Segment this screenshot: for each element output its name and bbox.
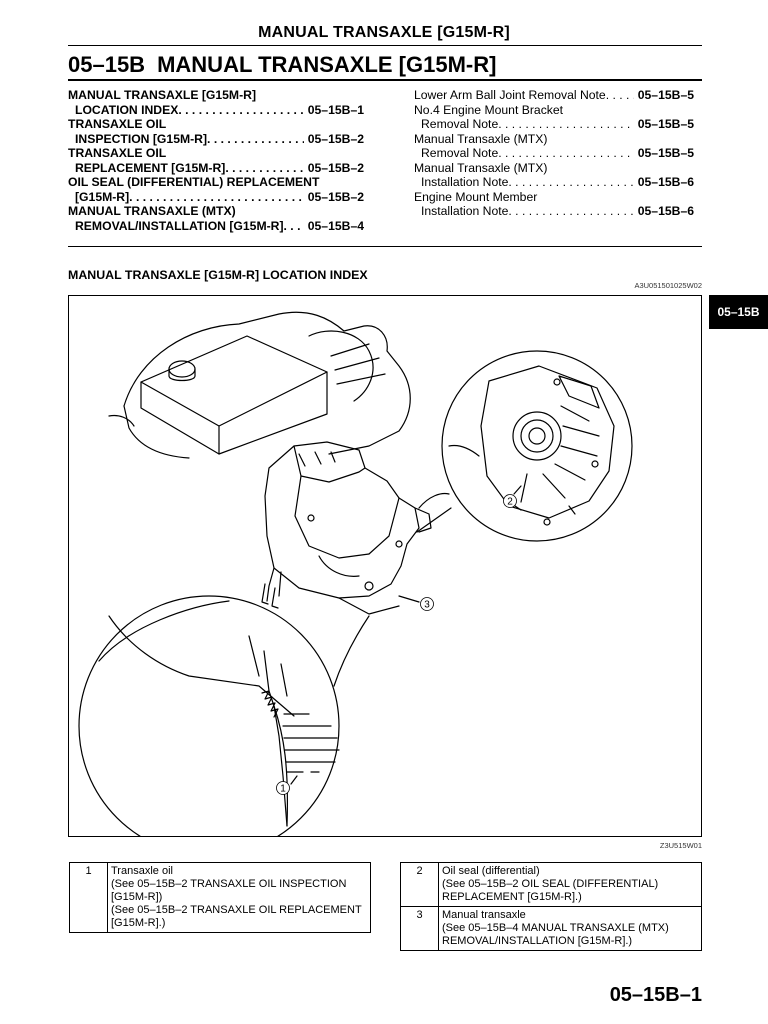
toc-entry[interactable]: TRANSAXLE OIL (68, 146, 167, 160)
callout-2-label: 2 (507, 496, 513, 508)
toc-entry[interactable]: Removal Note . . . 05–15B–5 (414, 146, 694, 161)
toc-left (68, 88, 364, 233)
toc-entry[interactable]: Removal Note . . . 05–15B–5 (414, 117, 694, 132)
toc-entry[interactable]: Installation Note . . . 05–15B–6 (414, 204, 694, 219)
legend-description: Transaxle oil (See 05–15B–2 TRANSAXLE OIL INSPECTION [G15M-R]) (See 05–15B–2 TRANSAXLE OIL REPLACEMENT [G15M-R].) (108, 863, 371, 933)
toc-entry[interactable]: REMOVAL/INSTALLATION [G15M-R] . . . 05–15B–4 (68, 219, 364, 234)
callout-1-label: 1 (280, 783, 286, 795)
section-number: 05–15B (68, 52, 146, 77)
legend-table-right (400, 862, 702, 951)
toc-entry[interactable]: MANUAL TRANSAXLE [G15M-R] (68, 88, 257, 102)
toc-entry[interactable]: INSPECTION [G15M-R] . . . 05–15B–2 (68, 132, 364, 147)
section-side-tab[interactable]: 05–15B (709, 295, 768, 329)
running-header: MANUAL TRANSAXLE [G15M-R] (258, 24, 510, 41)
legend-description: Oil seal (differential) (See 05–15B–2 OIL SEAL (DIFFERENTIAL) REPLACEMENT [G15M-R].) (439, 863, 702, 907)
header-rule (68, 45, 702, 46)
section-title (68, 52, 496, 78)
toc-entry[interactable]: MANUAL TRANSAXLE (MTX) (68, 204, 236, 218)
callout-3-label: 3 (424, 599, 430, 611)
table-row (70, 863, 371, 933)
legend-description: Manual transaxle (See 05–15B–4 MANUAL TRANSAXLE (MTX) REMOVAL/INSTALLATION [G15M-R].) (439, 907, 702, 951)
figure-code-top: A3U051501025W02 (634, 281, 702, 290)
toc-entry[interactable]: [G15M-R] . . . 05–15B–2 (68, 190, 364, 205)
toc-rule (68, 246, 702, 247)
toc-entry[interactable]: LOCATION INDEX . . . 05–15B–1 (68, 103, 364, 118)
section-title-text: MANUAL TRANSAXLE [G15M-R] (157, 52, 497, 77)
location-index-heading: MANUAL TRANSAXLE [G15M-R] LOCATION INDEX (68, 268, 368, 282)
toc-entry[interactable]: Manual Transaxle (MTX) (414, 131, 548, 146)
title-rule (68, 79, 702, 81)
toc-entry[interactable]: No.4 Engine Mount Bracket (414, 102, 564, 117)
legend-number: 3 (401, 907, 439, 951)
toc-entry[interactable]: Manual Transaxle (MTX) (414, 160, 548, 175)
toc-entry[interactable]: TRANSAXLE OIL (68, 117, 167, 131)
figure-code-bottom: Z3U515W01 (659, 841, 702, 850)
toc-entry[interactable]: Installation Note . . . 05–15B–6 (414, 175, 694, 190)
toc-right (414, 88, 694, 219)
table-row (401, 907, 702, 951)
page-number: 05–15B–1 (609, 984, 702, 1006)
transaxle-illustration (69, 296, 701, 836)
table-row (401, 863, 702, 907)
toc-entry[interactable]: Lower Arm Ball Joint Removal Note . . . 05–15B–5 (414, 88, 694, 103)
legend-table-left (69, 862, 371, 933)
toc-entry[interactable]: Engine Mount Member (414, 189, 538, 204)
location-index-figure (68, 295, 702, 837)
toc-entry[interactable]: OIL SEAL (DIFFERENTIAL) REPLACEMENT (68, 175, 320, 189)
legend-number: 2 (401, 863, 439, 907)
toc-entry[interactable]: REPLACEMENT [G15M-R] . . . 05–15B–2 (68, 161, 364, 176)
legend-number: 1 (70, 863, 108, 933)
